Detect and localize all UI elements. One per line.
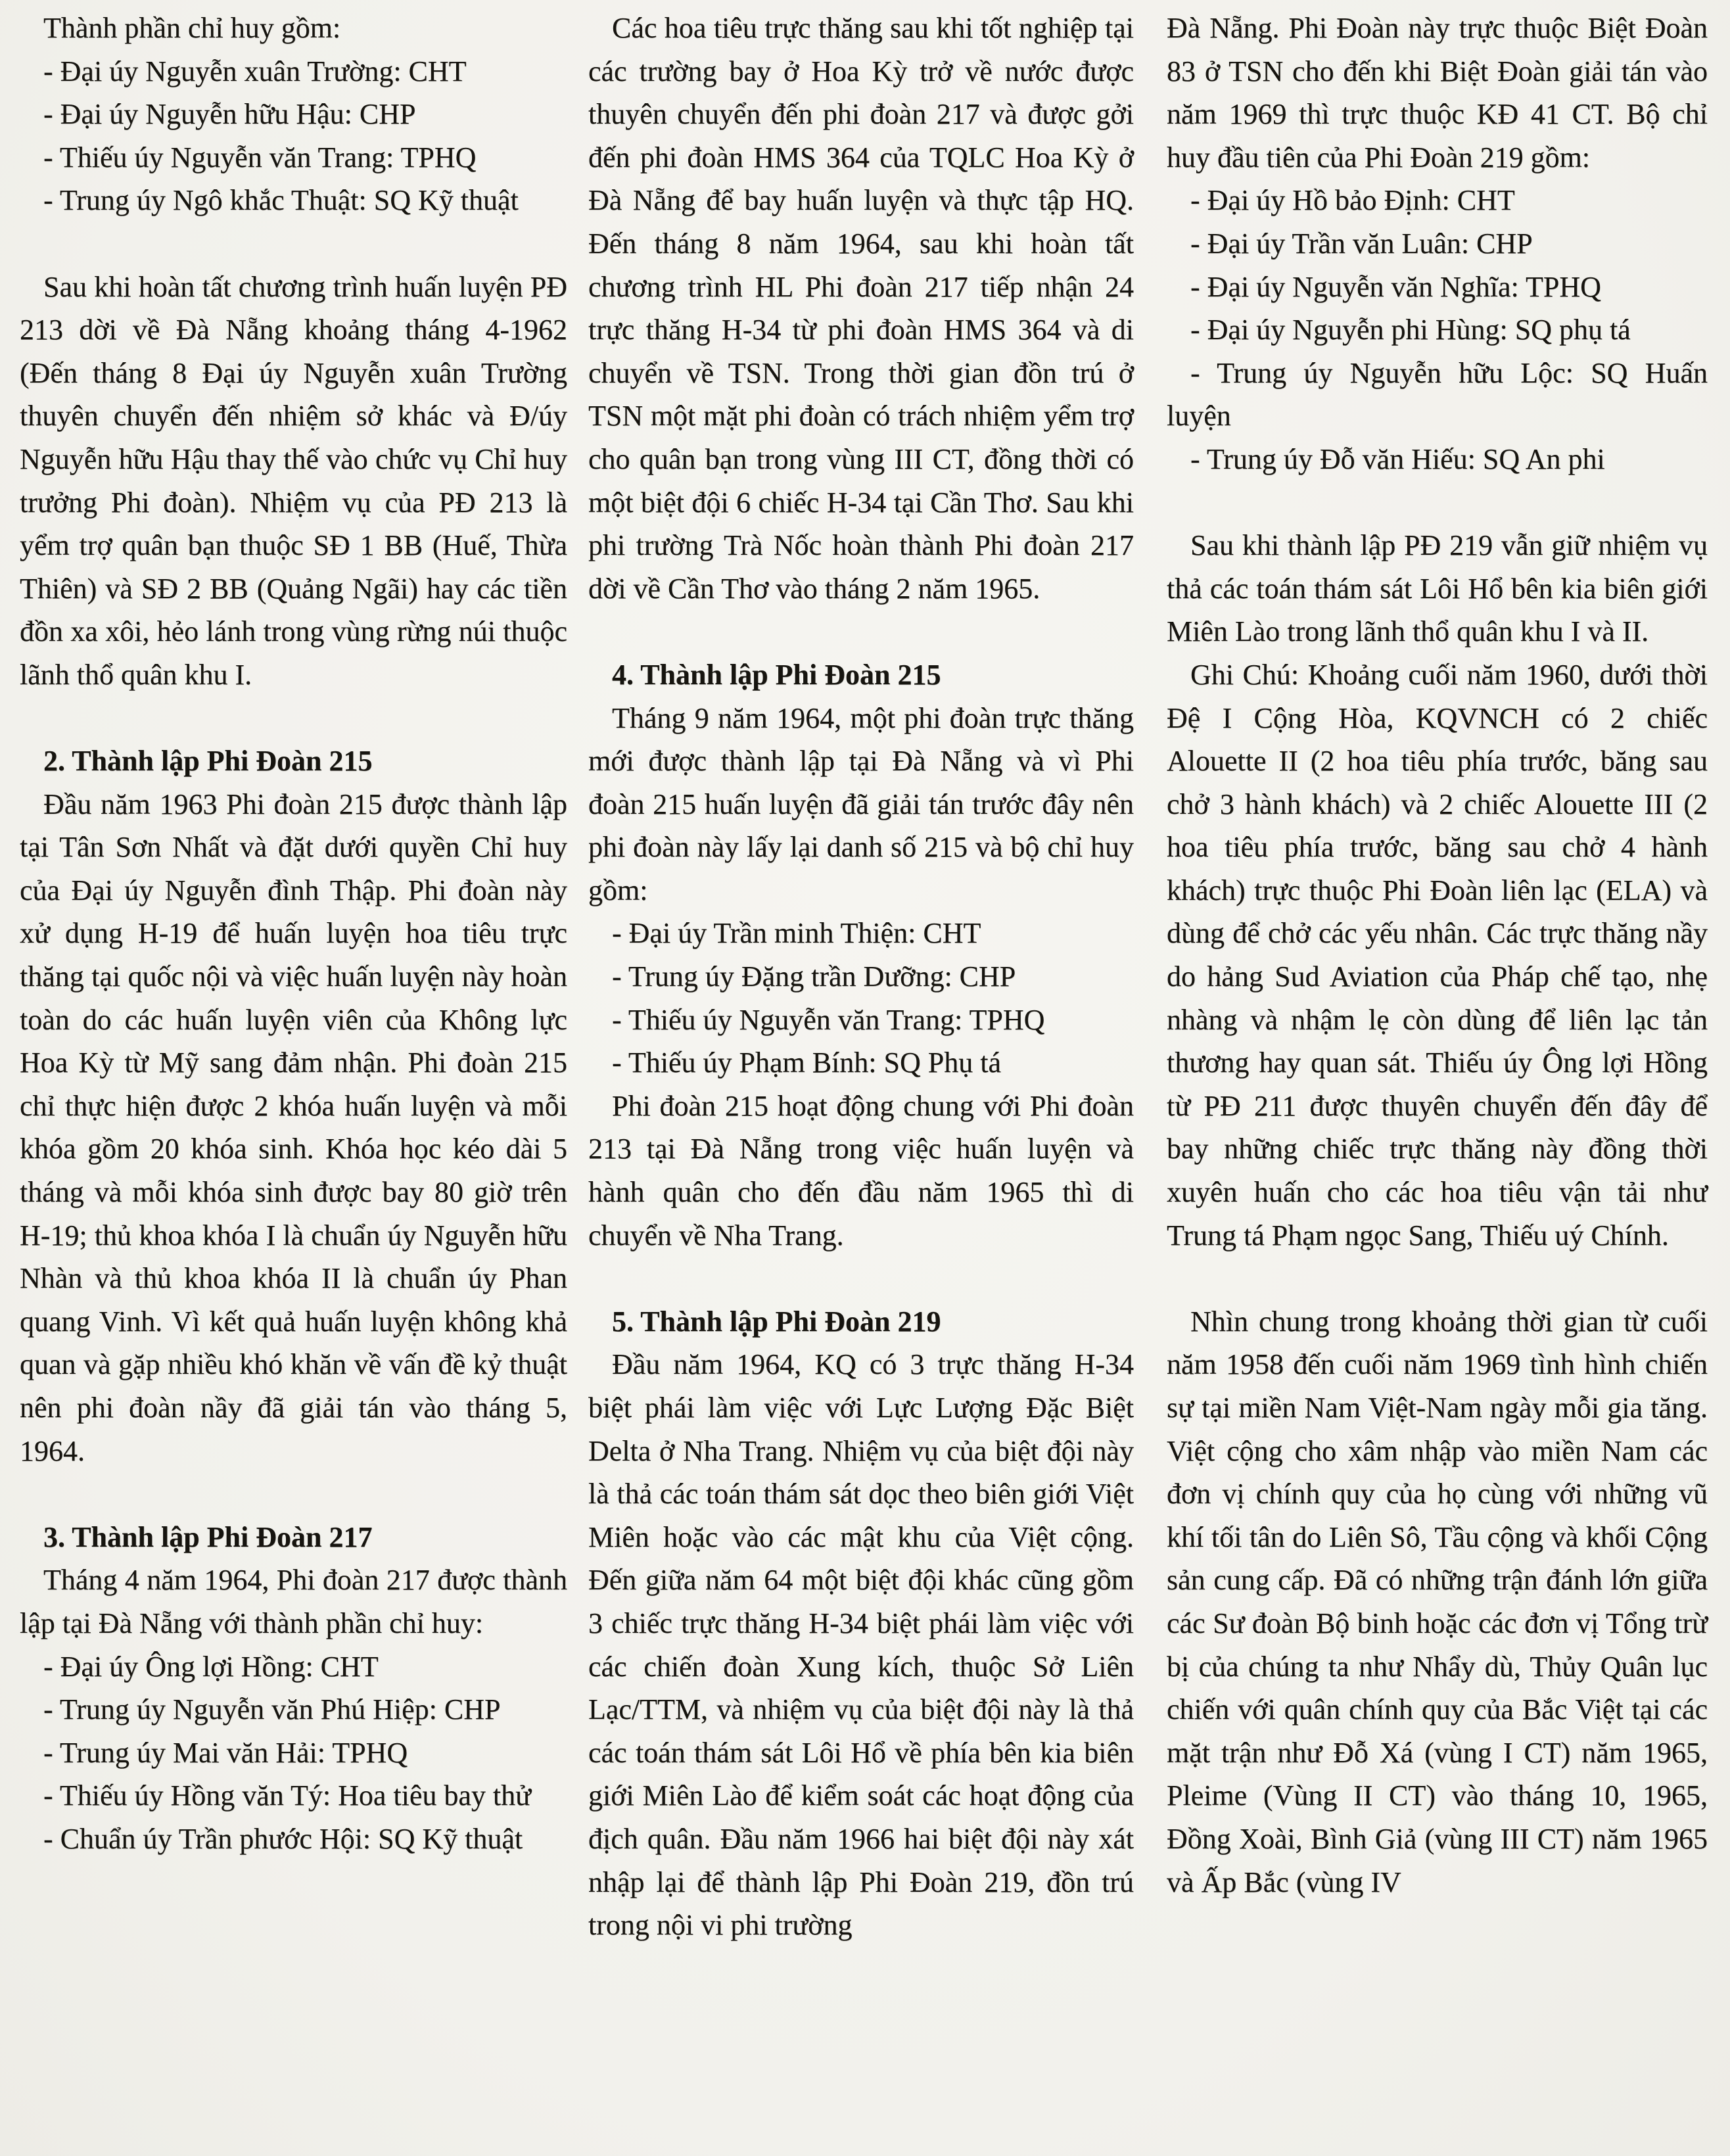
paragraph: Phi đoàn 215 hoạt động chung với Phi đoàn 213 tại Đà Nẵng trong việc huấn luyện và hành quân cho đến đầu năm 1965 thì di chuyển về Nha Trang. [588,1089,1134,1252]
line-spacer [588,1257,1134,1300]
paragraph: Sau khi hoàn tất chương trình huấn luyện PĐ 213 dời về Đà Nẵng khoảng tháng 4-1962 (Đến tháng 8 Đại úy Nguyễn xuân Trường thuyên chuyển đến nhiệm sở khác và Đ/úy Nguyễn hữu Hậu thay thế vào chức vụ Chỉ huy trưởng Phi đoàn). Nhiệm vụ của PĐ 213 là yểm trợ quân bạn thuộc SĐ 1 BB (Huế, Thừa Thiên) và SĐ 2 BB (Quảng Ngãi) hay các tiền đồn xa xôi, hẻo lánh trong vùng rừng núi thuộc lãnh thổ quân khu I. [20,270,567,691]
list-item: - Đại úy Trần minh Thiện: CHT [612,917,981,950]
paragraph: Tháng 9 năm 1964, một phi đoàn trực thăng mới được thành lập tại Đà Nẵng và vì Phi đoàn 215 huấn luyện đã giải tán trước đây nên phi đoàn này lấy lại danh số 215 và bộ chỉ huy gồm: [588,701,1134,906]
line-spacer [1167,1257,1708,1300]
paragraph: Đầu năm 1964, KQ có 3 trực thăng H-34 biệt phái làm việc với Lực Lượng Đặc Biệt Delta ở Nha Trang. Nhiệm vụ của biệt đội này là thả các toán thám sát dọc theo biên giới Việt Miên hoặc vào các mật khu của Việt cộng. Đến giữa năm 64 một biệt đội khác cũng gồm 3 chiếc trực thăng H-34 biệt phái làm việc với các chiến đoàn Xung kích, thuộc Sở Liên Lạc/TTM, và nhiệm vụ của biệt đội này là thả các toán thám sát Lôi Hổ về phía bên kia biên giới Miên Lào để kiểm soát các hoạt động của địch quân. Đầu năm 1966 hai biệt đội này xát nhập lại để thành lập Phi Đoàn 219, đồn trú trong nội vi phi trường [588,1348,1134,1942]
list-item: - Trung úy Đỗ văn Hiếu: SQ An phi [1190,442,1605,475]
line-spacer [20,1472,567,1516]
paragraph: Đầu năm 1963 Phi đoàn 215 được thành lập tại Tân Sơn Nhất và đặt dưới quyền Chỉ huy của Đại úy Nguyễn đình Thập. Phi đoàn này xử dụng H-19 để huấn luyện hoa tiêu trực thăng tại quốc nội và việc huấn luyện này hoàn toàn do các huấn luyện viên của Không lực Hoa Kỳ từ Mỹ sang đảm nhận. Phi đoàn 215 chỉ thực hiện được 2 khóa huấn luyện và mỗi khóa gồm 20 khóa sinh. Khóa học kéo dài 5 tháng và mỗi khóa sinh được bay 80 giờ trên H-19; thủ khoa khóa I là chuẩn úy Nguyễn hữu Nhàn và thủ khoa khóa II là chuẩn úy Phan quang Vinh. Vì kết quả huấn luyện không khả quan và gặp nhiều khó khăn về vấn đề kỷ thuật nên phi đoàn nầy đã giải tán vào tháng 5, 1964. [20,787,567,1467]
section-heading: 3. Thành lập Phi Đoàn 217 [43,1520,373,1553]
paragraph: Ghi Chú: Khoảng cuối năm 1960, dưới thời Đệ I Cộng Hòa, KQVNCH có 2 chiếc Alouette II (2 hoa tiêu phía trước, băng sau chở 3 hành khách) và 2 chiếc Alouette III (2 hoa tiêu phía trước, băng sau chở 4 hành khách) trực thuộc Phi Đoàn liên lạc (ELA) và dùng để chở các yếu nhân. Các trực thăng nầy do hảng Sud Aviation của Pháp chế tạo, nhẹ nhàng và nhậm lẹ còn dùng để liên lạc tản thương hay quan sát. Thiếu úy Ông lợi Hồng từ PĐ 211 được thuyên chuyển đến đây để bay những chiếc trực thăng này đồng thời xuyên huấn cho các hoa tiêu vận tải như Trung tá Phạm ngọc Sang, Thiếu uý Chính. [1167,658,1708,1252]
list-item: - Trung úy Đặng trần Dưỡng: CHP [612,960,1016,993]
list-item: - Đại úy Hồ bảo Định: CHT [1190,184,1515,217]
list-item: - Đại úy Trần văn Luân: CHP [1190,227,1533,260]
line-spacer [20,697,567,740]
list-item: - Trung úy Mai văn Hải: TPHQ [43,1736,408,1769]
line-spacer [588,610,1134,653]
line-spacer [1167,481,1708,525]
paragraph: Các hoa tiêu trực thăng sau khi tốt nghiệp tại các trường bay ở Hoa Kỳ trở về nước được thuyên chuyển đến phi đoàn 217 và được gởi đến phi đoàn HMS 364 của TQLC Hoa Kỳ ở Đà Nẵng để bay huấn luyện và thực tập HQ. Đến tháng 8 năm 1964, sau khi hoàn tất chương trình HL Phi đoàn 217 tiếp nhận 24 trực thăng H-34 từ phi đoàn HMS 364 và di chuyển về TSN. Trong thời gian đồn trú ở TSN một mặt phi đoàn có trách nhiệm yểm trợ cho quân bạn trong vùng III CT, đồng thời có một biệt đội 6 chiếc H-34 tại Cần Thơ. Sau khi phi trường Trà Nốc hoàn thành Phi đoàn 217 dời về Cần Thơ vào tháng 2 năm 1965. [588,12,1134,605]
paragraph: Sau khi thành lập PĐ 219 vẫn giữ nhiệm vụ thả các toán thám sát Lôi Hổ bên kia biên giới Miên Lào trong lãnh thổ quân khu I và II. [1167,529,1708,648]
paragraph: Đà Nẵng. Phi Đoàn này trực thuộc Biệt Đoàn 83 ở TSN cho đến khi Biệt Đoàn giải tán vào năm 1969 thì trực thuộc KĐ 41 CT. Bộ chỉ huy đầu tiên của Phi Đoàn 219 gồm: [1167,12,1708,174]
paragraph: Thành phần chỉ huy gồm: [43,12,341,44]
list-item: - Đại úy Nguyễn văn Nghĩa: TPHQ [1190,270,1601,303]
list-item: - Đại úy Nguyễn xuân Trường: CHT [43,55,467,87]
list-item: - Thiếu úy Nguyễn văn Trang: TPHQ [612,1003,1045,1036]
column-2 [588,7,1134,2156]
list-item: - Chuẩn úy Trần phước Hội: SQ Kỹ thuật [43,1822,523,1855]
list-item: - Thiếu úy Nguyễn văn Trang: TPHQ [43,141,477,174]
section-heading: 2. Thành lập Phi Đoàn 215 [43,745,373,778]
section-heading: 5. Thành lập Phi Đoàn 219 [612,1305,941,1338]
list-item: - Trung úy Ngô khắc Thuật: SQ Kỹ thuật [43,184,519,217]
list-item: - Thiếu úy Hồng văn Tý: Hoa tiêu bay thử [43,1779,531,1812]
paragraph: Nhìn chung trong khoảng thời gian từ cuối năm 1958 đến cuối năm 1969 tình hình chiến sự tại miền Nam Việt-Nam ngày mỗi gia tăng. Việt cộng cho xâm nhập vào miền Nam các đơn vị chính quy của họ cùng với những vũ khí tối tân do Liên Sô, Tầu cộng và khối Cộng sản cung cấp. Đã có những trận đánh lớn giữa các Sư đoàn Bộ binh hoặc các đơn vị Tổng trừ bị của chúng ta như Nhẩy dù, Thủy Quân lục chiến với quân chính quy của Bắc Việt tại các mặt trận như Đỗ Xá (vùng I CT) năm 1965, Pleime (Vùng II CT) vào tháng 10, 1965, Đồng Xoài, Bình Giả (vùng III CT) năm 1965 và Ấp Bắc (vùng IV [1167,1305,1708,1898]
column-3 [1167,7,1708,2156]
list-item: - Đại úy Ông lợi Hồng: CHT [43,1650,379,1683]
list-item: - Đại úy Nguyễn phi Hùng: SQ phụ tá [1190,314,1631,346]
list-item: - Thiếu úy Phạm Bính: SQ Phụ tá [612,1046,1001,1079]
list-item: - Trung úy Nguyễn hữu Lộc: SQ Huấn luyện [1167,356,1708,433]
line-spacer [20,222,567,266]
list-item: - Đại úy Nguyễn hữu Hậu: CHP [43,98,416,131]
column-1 [20,7,567,2156]
list-item: - Trung úy Nguyễn văn Phú Hiệp: CHP [43,1693,501,1726]
paragraph: Tháng 4 năm 1964, Phi đoàn 217 được thành lập tại Đà Nẵng với thành phần chỉ huy: [20,1564,567,1639]
section-heading: 4. Thành lập Phi Đoàn 215 [612,658,941,691]
